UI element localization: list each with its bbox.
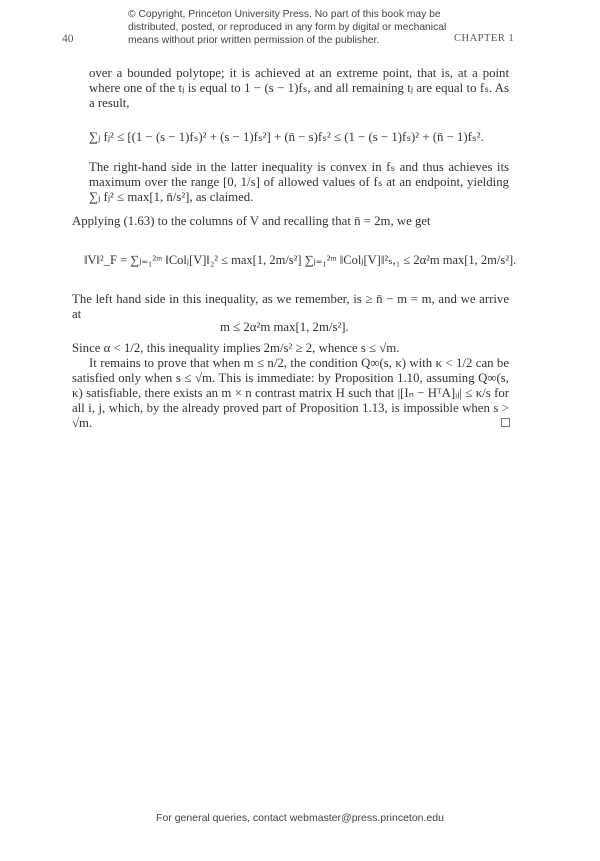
paragraph-remains-to-prove: It remains to prove that when m ≤ n/2, the condition Q∞(s, κ) with κ < 1/2 can be satisfied only when s ≤ √m. This is immediate: by Proposition 1.10, assuming Q∞(s, κ) satisfiable, there exists an m × n contrast matrix H such that |[Iₙ − HᵀA]ᵢⱼ| ≤ κ/s for all i, j, which, by the already proved part of Proposition 1.13, is impossible when s > √m.	[72, 356, 509, 430]
qed-symbol-icon	[501, 418, 510, 427]
copyright-notice: © Copyright, Princeton University Press. No part of this book may be distributed, posted, or reproduced in any form by digital or mechanical means without prior written permission of the publisher.	[128, 9, 447, 46]
paragraph-since-alpha: Since α < 1/2, this inequality implies 2m/s² ≥ 2, whence s ≤ √m.	[72, 341, 400, 355]
equation-m-bound: m ≤ 2α²m max[1, 2m/s²].	[220, 320, 349, 334]
paragraph-applying: Applying (1.63) to the columns of V and recalling that n̄ = 2m, we get	[72, 214, 431, 228]
chapter-label: CHAPTER 1	[454, 33, 515, 44]
page-number: 40	[62, 33, 74, 45]
paragraph-convexity: The right-hand side in the latter inequality is convex in fₛ and thus achieves its maximum over the range [0, 1/s] of allowed values of fₛ at an endpoint, yielding ∑ⱼ fⱼ² ≤ max[1, n̄/s²], as claimed.	[89, 160, 509, 204]
footer-contact: For general queries, contact webmaster@press.princeton.edu	[156, 812, 444, 824]
paragraph-left-hand-side: The left hand side in this inequality, as we remember, is ≥ n̄ − m = m, and we arrive at	[72, 292, 509, 321]
paragraph-polytope: over a bounded polytope; it is achieved at an extreme point, that is, at a point where one of the tⱼ is equal to 1 − (s − 1)fₛ, and all remaining tⱼ are equal to fₛ. As a result,	[89, 66, 509, 110]
equation-frobenius-norm: ‖V‖²_F = ∑ⱼ₌₁²ᵐ ‖Colⱼ[V]‖₂² ≤ max[1, 2m/s²] ∑ⱼ₌₁²ᵐ ‖Colⱼ[V]‖²ₛ,₁ ≤ 2α²m max[1, 2m/s²].	[84, 253, 517, 267]
equation-sum-bound: ∑ⱼ fⱼ² ≤ [(1 − (s − 1)fₛ)² + (s − 1)fₛ²] + (n̄ − s)fₛ² ≤ (1 − (s − 1)fₛ)² + (n̄ − 1)fₛ².	[89, 130, 484, 144]
